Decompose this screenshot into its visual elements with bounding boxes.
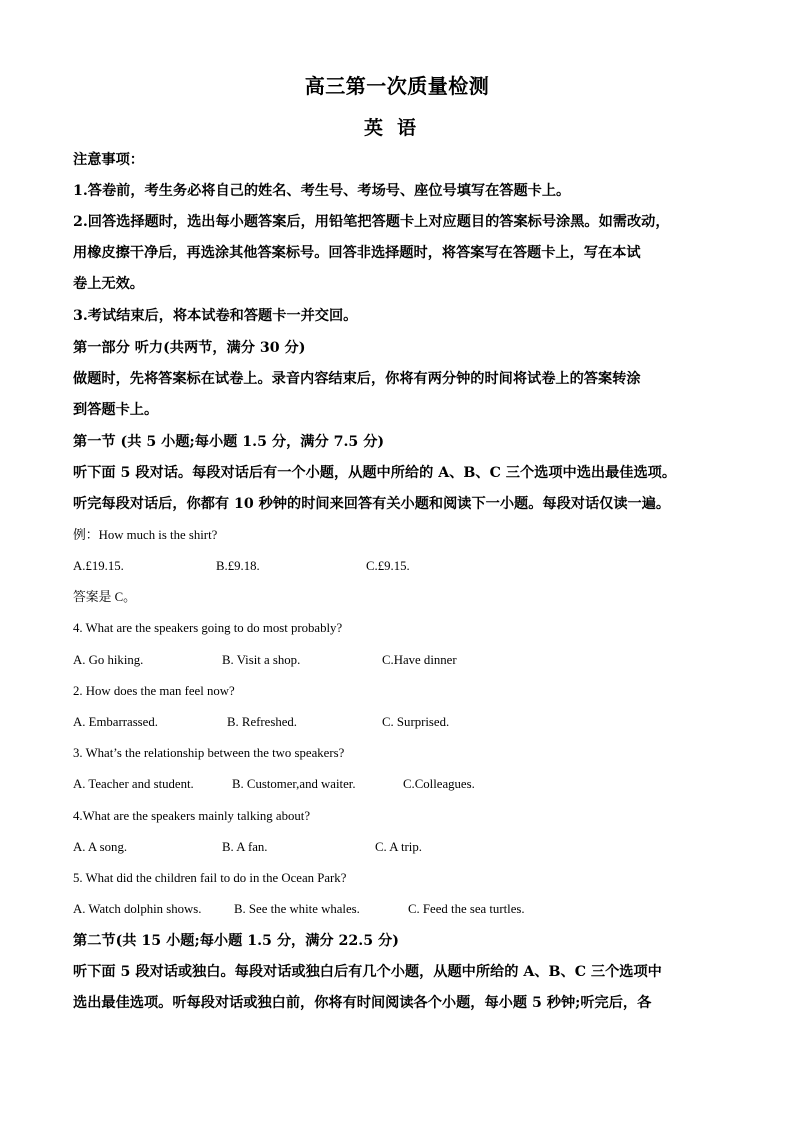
part1-intro-line-1: 做题时，先将答案标在试卷上。录音内容结束后，你将有两分钟的时间将试卷上的答案转涂 <box>73 371 641 387</box>
section1-instruction-line-2: 听完每段对话后，你都有 10 秒钟的时间来回答有关小题和阅读下一小题。每段对话仅读一遍。 <box>73 496 671 512</box>
question-4-option-b: B. A fan. <box>222 840 268 854</box>
question-2-option-c: C. Surprised. <box>382 715 450 729</box>
section1-instruction-line-1: 听下面 5 段对话。每段对话后有一个小题，从题中所给的 A、B、C 三个选项中选出最佳选项。 <box>73 465 677 481</box>
question-5-option-a: A. Watch dolphin shows. <box>73 902 202 916</box>
notice-item-1: 1.答卷前，考生务必将自己的姓名、考生号、考场号、座位号填写在答题卡上。 <box>73 183 571 199</box>
section2-instruction-line-1: 听下面 5 段对话或独白。每段对话或独白后有几个小题，从题中所给的 A、B、C 三个选项中 <box>73 964 662 980</box>
section2-instruction-line-2: 选出最佳选项。听每段对话或独白前，你将有时间阅读各个小题，每小题 5 秒钟;听完后，各 <box>73 995 652 1011</box>
section1-heading: 第一节 (共 5 小题;每小题 1.5 分，满分 7.5 分) <box>73 434 385 450</box>
example-question: 例：How much is the shirt? <box>73 528 218 542</box>
notice-item-2-line-2: 用橡皮擦干净后，再选涂其他答案标号。回答非选择题时，将答案写在答题卡上，写在本试 <box>73 245 641 261</box>
question-3-option-a: A. Teacher and student. <box>73 777 194 791</box>
exam-title: 高三第一次质量检测 <box>304 74 490 98</box>
notice-item-2-line-1: 2.回答选择题时，选出每小题答案后，用铅笔把答题卡上对应题目的答案标号涂黑。如需改动， <box>73 214 670 230</box>
part1-intro-line-2: 到答题卡上。 <box>73 402 159 418</box>
question-4-text: 4.What are the speakers mainly talking about? <box>73 809 311 823</box>
question-2-text: 2. How does the man feel now? <box>73 684 235 698</box>
question-1-option-b: B. Visit a shop. <box>222 653 301 667</box>
example-answer: 答案是 C。 <box>73 590 136 604</box>
notice-item-2-line-3: 卷上无效。 <box>73 276 144 292</box>
question-5-text: 5. What did the children fail to do in the Ocean Park? <box>73 871 347 885</box>
section2-heading: 第二节(共 15 小题;每小题 1.5 分，满分 22.5 分) <box>73 933 399 949</box>
notice-item-3: 3.考试结束后，将本试卷和答题卡一并交回。 <box>73 308 358 324</box>
part1-heading: 第一部分 听力(共两节，满分 30 分) <box>73 340 306 356</box>
example-option-c: C.£9.15. <box>366 559 410 573</box>
question-4-option-c: C. A trip. <box>375 840 422 854</box>
question-3-option-c: C.Colleagues. <box>403 777 475 791</box>
question-2-option-a: A. Embarrassed. <box>73 715 158 729</box>
question-1-option-c: C.Have dinner <box>382 653 457 667</box>
question-1-option-a: A. Go hiking. <box>73 653 144 667</box>
example-option-b: B.£9.18. <box>216 559 260 573</box>
question-3-option-b: B. Customer,and waiter. <box>232 777 356 791</box>
question-5-option-c: C. Feed the sea turtles. <box>408 902 525 916</box>
notice-heading: 注意事项： <box>73 152 144 168</box>
question-1-text: 4. What are the speakers going to do most probably? <box>73 621 343 635</box>
subject-title: 英语 <box>363 117 430 139</box>
example-option-a: A.£19.15. <box>73 559 124 573</box>
question-2-option-b: B. Refreshed. <box>227 715 298 729</box>
question-3-text: 3. What’s the relationship between the two speakers? <box>73 746 345 760</box>
question-4-option-a: A. A song. <box>73 840 128 854</box>
question-5-option-b: B. See the white whales. <box>234 902 360 916</box>
